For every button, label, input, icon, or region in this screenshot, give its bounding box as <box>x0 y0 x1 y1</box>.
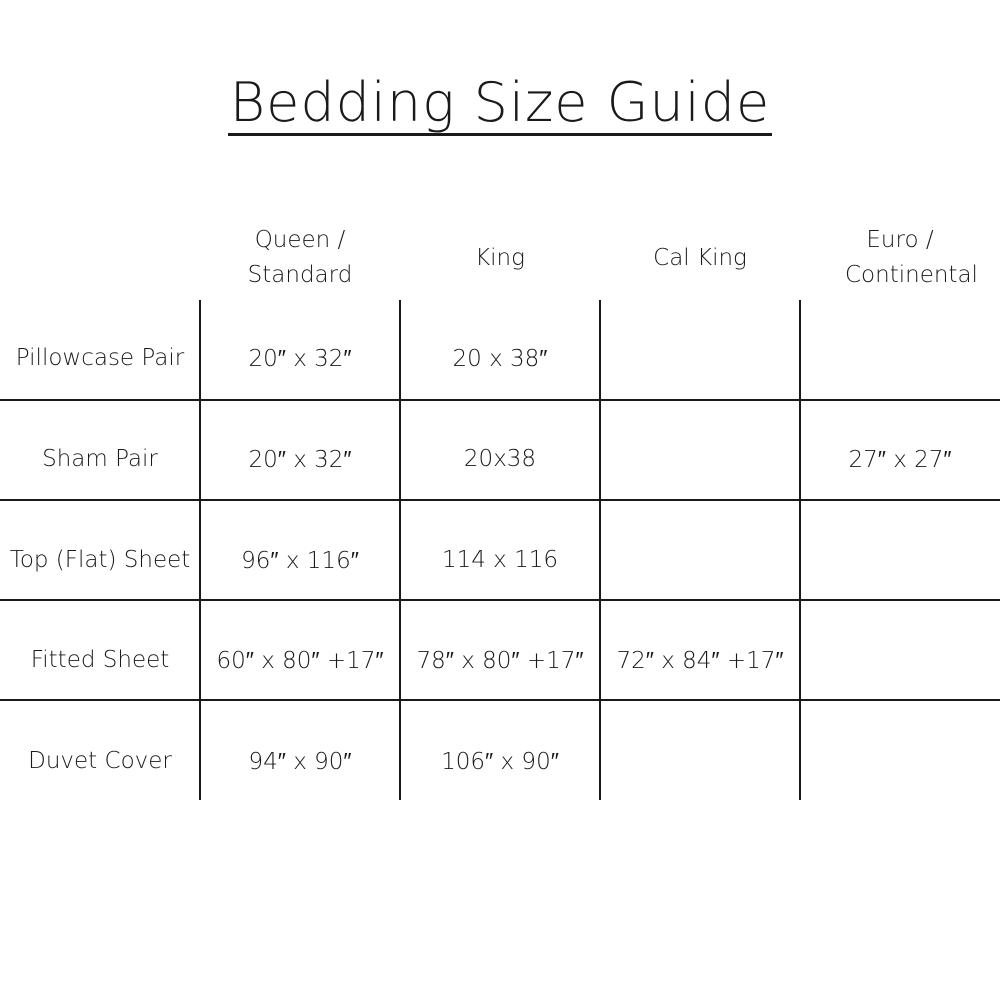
table-cell: 20″ x 32″ <box>248 446 352 473</box>
table-cell: 78″ x 80″ +17″ <box>416 647 584 674</box>
table-cell: 20″ x 32″ <box>248 345 352 372</box>
row-label-top-flat-sheet: Top (Flat) Sheet <box>9 547 191 573</box>
row-label-fitted-sheet: Fitted Sheet <box>30 647 170 673</box>
table-cell: 20 x 38″ <box>452 345 548 372</box>
table-cell: 60″ x 80″ +17″ <box>216 647 384 674</box>
row-label-sham-pair: Sham Pair <box>42 446 158 472</box>
row-label-pillowcase-pair: Pillowcase Pair <box>15 345 185 371</box>
table-cell <box>600 308 800 408</box>
table-cell: 27″ x 27″ <box>848 446 952 473</box>
page-title-text: Bedding Size Guide <box>229 71 771 134</box>
column-header-cal-king: Cal King <box>653 244 747 271</box>
column-header-king: King <box>475 244 525 271</box>
table-cell <box>800 610 1000 710</box>
table-cell: 106″ x 90″ <box>441 748 559 775</box>
table-cell <box>600 711 800 811</box>
table-cell <box>600 409 800 509</box>
table-cell: 20x38 <box>463 446 537 472</box>
table-cell <box>800 510 1000 610</box>
column-header-queen-standard: Queen / Standard <box>247 227 353 288</box>
table-cell <box>600 510 800 610</box>
table-cell <box>800 711 1000 811</box>
page-title <box>0 68 1000 138</box>
table-cell: 94″ x 90″ <box>248 748 352 775</box>
table-cell: 96″ x 116″ <box>241 547 359 574</box>
row-label-duvet-cover: Duvet Cover <box>28 748 172 774</box>
table-cell: 72″ x 84″ +17″ <box>616 647 784 674</box>
column-header-euro-continental: Euro / Continental <box>845 227 978 288</box>
table-cell: 114 x 116 <box>441 547 559 573</box>
table-cell <box>800 308 1000 408</box>
